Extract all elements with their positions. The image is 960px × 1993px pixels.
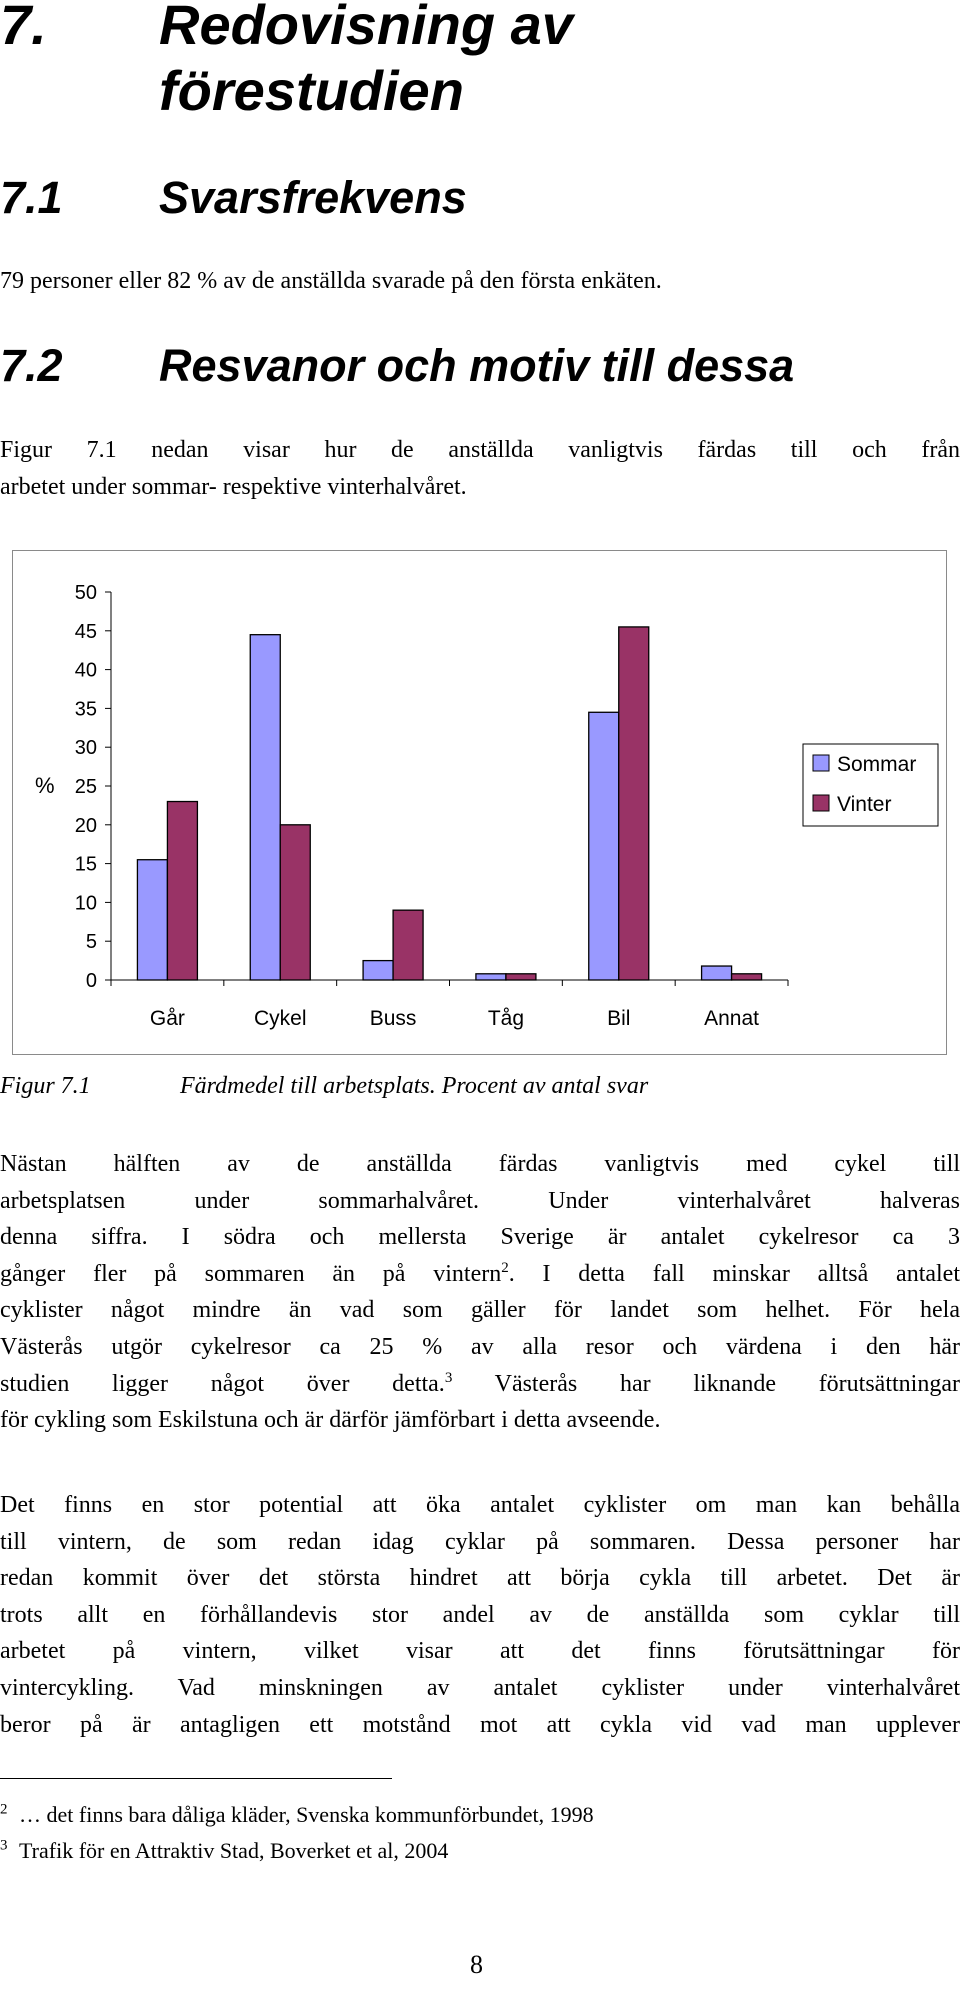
paragraph-line: Nästan hälften av de anställda färdas vanligtvis med cykel till	[0, 1151, 960, 1177]
paragraph-line: för cykling som Eskilstuna och är därför jämförbart i detta avseende.	[0, 1407, 661, 1434]
footnote-ref-3: 3	[444, 1369, 453, 1386]
footnote-ref-2: 2	[501, 1259, 509, 1276]
footnote-text: Trafik för en Attraktiv Stad, Boverket et al, 2004	[19, 1838, 449, 1863]
paragraph-line: cyklister något mindre än vad som gäller för landet som helhet. För hela	[0, 1297, 960, 1324]
bar-sommar-cykel	[250, 635, 280, 980]
y-tick-label: 35	[74, 698, 97, 721]
paragraph-line: Figur 7.1 nedan visar hur de anställda vanligtvis färdas till och från	[0, 437, 960, 463]
paragraph-line: till vintern, de som redan idag cyklar på sommaren. Dessa personer har	[0, 1528, 960, 1555]
bar-sommar-buss	[363, 961, 393, 980]
x-tick-label: Tåg	[487, 1007, 525, 1030]
footnote-3	[0, 1838, 448, 1864]
paragraph-line: beror på är antagligen ett motstånd mot att cykla vid vad man upplever	[0, 1711, 960, 1738]
bar-sommar-tåg	[476, 974, 506, 980]
bar-sommar-går	[137, 860, 167, 980]
x-tick-label: Annat	[704, 1007, 760, 1030]
figure-caption	[0, 1073, 91, 1100]
paragraph-line: arbetet på vintern, vilket visar att det finns förutsättningar för	[0, 1638, 960, 1665]
y-tick-label: 45	[74, 620, 97, 643]
section-title: Svarsfrekvens	[159, 172, 467, 223]
bar-chart	[13, 551, 946, 1054]
bar-vinter-annat	[732, 974, 762, 980]
section-number: 7.1	[0, 172, 63, 223]
paragraph-line	[0, 1366, 960, 1403]
paragraph-line: arbetsplatsen under sommarhalvåret. Under vinterhalvåret halveras	[0, 1187, 960, 1214]
section-number: 7.2	[0, 340, 63, 391]
paragraph-intro	[0, 432, 960, 505]
bar-vinter-går	[167, 802, 197, 980]
y-tick-label: 40	[74, 659, 97, 682]
y-axis-label: %	[35, 773, 55, 798]
y-tick-label: 5	[85, 931, 97, 954]
footnote-number: 3	[0, 1837, 8, 1854]
legend-label: Vinter	[837, 793, 892, 816]
y-tick-label: 30	[74, 737, 97, 760]
chapter-title-line1: Redovisning av	[159, 0, 573, 56]
y-tick-label: 20	[74, 814, 97, 837]
figure-label: Figur 7.1	[0, 1073, 91, 1099]
paragraph-line: Västerås utgör cykelresor ca 25 % av alla resor och värdena i den här	[0, 1333, 960, 1360]
line-text: gånger fler på sommaren än på vintern	[0, 1260, 502, 1287]
bar-vinter-bil	[619, 627, 649, 980]
section-heading-7-2	[0, 340, 960, 392]
paragraph-potential	[0, 1487, 960, 1743]
footnote-divider	[0, 1778, 392, 1779]
page-number: 8	[470, 1950, 483, 1979]
paragraph-cycling-summary	[0, 1146, 960, 1439]
paragraph-response-rate: 79 personer eller 82 % av de anställda svarade på den första enkäten.	[0, 268, 662, 294]
y-tick-label: 25	[74, 776, 97, 798]
x-tick-label: Går	[149, 1007, 185, 1030]
footnote-text: … det finns bara dåliga kläder, Svenska kommunförbundet, 1998	[19, 1802, 594, 1827]
paragraph-line: vintercykling. Vad minskningen av antalet cyklister under vinterhalvåret	[0, 1674, 960, 1701]
paragraph-line: redan kommit över det största hindret att börja cykla till arbetet. Det är	[0, 1565, 960, 1592]
figure-caption-text: Färdmedel till arbetsplats. Procent av antal svar	[180, 1073, 649, 1099]
chapter-number: 7.	[0, 0, 47, 56]
x-tick-label: Cykel	[253, 1007, 307, 1030]
bar-sommar-annat	[702, 966, 732, 980]
y-tick-label: 10	[74, 892, 97, 915]
paragraph-line: trots allt en förhållandevis stor andel av de anställda som cyklar till	[0, 1601, 960, 1628]
bar-vinter-cykel	[280, 825, 310, 980]
footnote-number: 2	[0, 1801, 8, 1818]
y-tick-label: 50	[74, 582, 97, 604]
paragraph-line: arbetet under sommar- respektive vinterhalvåret.	[0, 473, 467, 500]
line-text: I detta fall minskar alltså antalet	[542, 1260, 960, 1287]
x-tick-label: Bil	[607, 1007, 631, 1030]
bar-sommar-bil	[589, 712, 619, 980]
footnote-2	[0, 1802, 594, 1828]
section-heading-7-1	[0, 172, 960, 224]
paragraph-line: Det finns en stor potential att öka antalet cyklister om man kan behålla	[0, 1492, 960, 1518]
chart-frame	[12, 550, 947, 1055]
x-tick-label: Buss	[369, 1007, 417, 1030]
chapter-heading	[0, 0, 960, 132]
legend-swatch-vinter	[813, 795, 829, 811]
y-tick-label: 0	[85, 970, 97, 992]
paragraph-line: denna siffra. I södra och mellersta Sverige är antalet cykelresor ca 3	[0, 1224, 960, 1251]
bar-vinter-tåg	[506, 974, 536, 980]
bar-vinter-buss	[393, 910, 423, 980]
legend-label: Sommar	[837, 753, 917, 776]
line-text: Västerås har liknande förutsättningar	[494, 1370, 960, 1397]
section-title: Resvanor och motiv till dessa	[159, 340, 795, 391]
legend-swatch-sommar	[813, 755, 829, 771]
paragraph-line: gånger fler på sommaren än på vintern$^2$. I detta fall minskar alltså antalet	[0, 1259, 960, 1287]
line-text: studien ligger något över detta.	[0, 1370, 445, 1397]
y-tick-label: 15	[74, 853, 97, 876]
chapter-title-line2: förestudien	[159, 59, 464, 122]
